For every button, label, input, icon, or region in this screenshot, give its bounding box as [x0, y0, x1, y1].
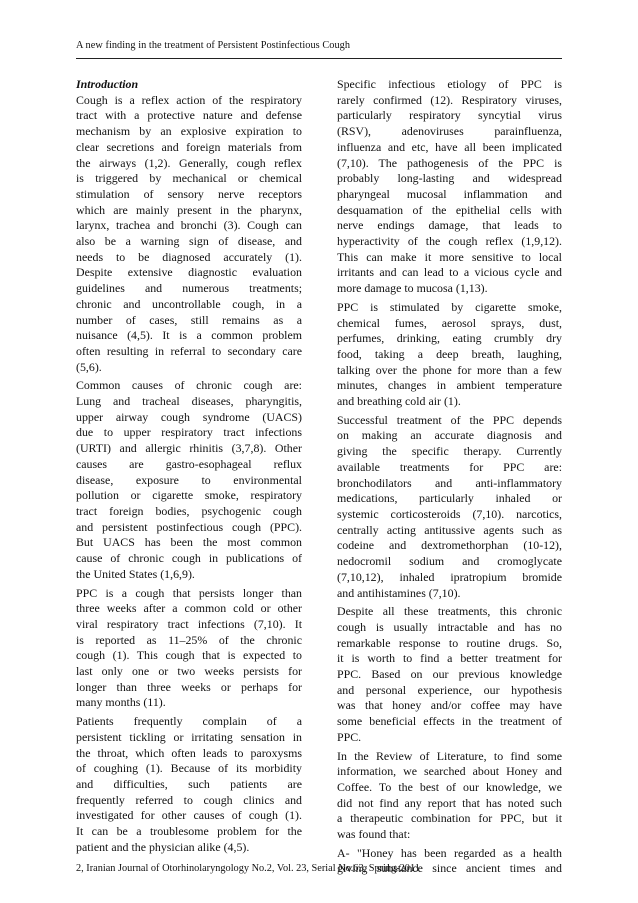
text-line: irritants and can lead to a vicious cycle and: [337, 265, 562, 280]
text-line: Coffee. To the best of our knowledge, we: [337, 779, 562, 794]
text-line: (URTI) and allergic rhinitis (3,7,8). Other: [76, 441, 302, 456]
text-line: cough (1). This cough that is expected to: [76, 648, 302, 663]
text-line: and difficulties, such patients are: [76, 776, 302, 791]
text-line: on making an accurate diagnosis and: [337, 428, 562, 443]
text-line: Common causes of chronic cough are:: [76, 378, 302, 393]
header-rule: [76, 58, 562, 59]
text-line: is reported as 11–25% of the chronic: [76, 632, 302, 647]
text-line: influenza and etc, have all been implicated: [337, 139, 562, 154]
text-line: information, we searched about Honey and: [337, 764, 562, 779]
text-line: (5,6).: [76, 359, 102, 374]
text-line: many months (11).: [76, 695, 166, 710]
text-line: bronchodilators and anti-inflammatory: [337, 475, 562, 490]
text-line: causes are gastro-esophageal reflux: [76, 456, 302, 471]
text-line: longer than three weeks or perhaps for: [76, 679, 302, 694]
text-line: is triggered by mechanical or chemical: [76, 171, 302, 186]
text-line: giving the specific therapy. Currently: [337, 444, 562, 459]
text-line: PPC.: [337, 729, 362, 744]
text-line: Lung and tracheal diseases, pharyngitis,: [76, 394, 302, 409]
text-line: due to upper respiratory tract infections: [76, 425, 302, 440]
text-line: a therapeutic combination for PPC, but it: [337, 811, 562, 826]
paragraph: [337, 77, 562, 297]
text-line: hyperactivity of the cough reflex (1,9,12).: [337, 234, 562, 249]
text-line: Despite all these treatments, this chronic: [337, 604, 562, 619]
text-line: and antihistamines (7,10).: [337, 585, 461, 600]
text-line: Cough is a reflex action of the respiratory: [76, 92, 302, 107]
text-line: Despite extensive diagnostic evaluation: [76, 265, 302, 280]
text-line: chemical fumes, aerosol sprays, dust,: [337, 315, 562, 330]
text-line: medications, particularly inhaled or: [337, 491, 562, 506]
text-line: PPC. Based on our previous knowledge: [337, 667, 562, 682]
right-column: [337, 77, 562, 880]
running-header: A new finding in the treatment of Persistent Postinfectious Cough: [76, 40, 351, 51]
text-line: viral respiratory tract infections (7,10). It: [76, 616, 302, 631]
text-line: rarely confirmed (12). Respiratory viruses,: [337, 92, 562, 107]
text-line: But UACS has been the most common: [76, 535, 302, 550]
text-line: guidelines and numerous treatments;: [76, 281, 302, 296]
text-line: centrally acting antitussive agents such as: [337, 522, 562, 537]
text-line: clear secretions and foreign materials from: [76, 139, 302, 154]
text-line: and personal experience, our hypothesis: [337, 682, 562, 697]
text-line: and breathing cold air (1).: [337, 394, 461, 409]
text-line: remarkable response to routine drugs. So,: [337, 635, 562, 650]
text-line: investigated for other causes of cough (1).: [76, 808, 302, 823]
text-line: particularly respiratory syncytial virus: [337, 108, 562, 123]
text-line: and persistent postinfectious cough (PPC).: [76, 519, 302, 534]
text-line: needs to be diagnosed accurately (1).: [76, 249, 302, 264]
paragraph: [76, 714, 302, 855]
text-line: perfumes, drinking, eating crumbly dry: [337, 331, 562, 346]
text-line: patient and the physician alike (4,5).: [76, 839, 250, 854]
text-line: In the Review of Literature, to find some: [337, 748, 562, 763]
text-line: Successful treatment of the PPC depends: [337, 412, 562, 427]
text-line: PPC is a cough that persists longer than: [76, 585, 302, 600]
paragraph: [337, 413, 562, 601]
text-line: A- "Honey has been regarded as a health: [337, 845, 562, 860]
text-line: desquamation of the epithelial cells with: [337, 202, 562, 217]
text-line: Patients frequently complain of a: [76, 714, 302, 729]
text-line: chronic and uncontrollable cough, in a: [76, 296, 302, 311]
text-line: tract with a protective nature and defense: [76, 108, 302, 123]
text-line: three weeks after a common cold or other: [76, 601, 302, 616]
text-line: food, taking a deep breath, laughing,: [337, 346, 562, 361]
text-line: which are mainly present in the pharynx,: [76, 202, 302, 217]
page-footer: 2, Iranian Journal of Otorhinolaryngology No.2, Vol. 23, Serial No.63, Spring-2011: [76, 863, 420, 874]
text-line: talking over the phone for more than a few: [337, 362, 562, 377]
text-line: This can make it more sensitive to local: [337, 249, 562, 264]
text-line: frequently referred to cough clinics and: [76, 792, 302, 807]
text-line: It can be a troublesome problem for the: [76, 824, 302, 839]
text-line: probably long-lasting and widespread: [337, 171, 562, 186]
text-line: stimulation of sensory nerve receptors: [76, 186, 302, 201]
text-line: was found that:: [337, 827, 411, 842]
text-line: number of cases, still remains as a: [76, 312, 302, 327]
text-line: the United States (1,6,9).: [76, 566, 195, 581]
text-line: (7,10). The pathogenesis of the PPC is: [337, 155, 562, 170]
left-column: [76, 77, 302, 858]
text-line: did not find any report that has noted such: [337, 795, 562, 810]
text-line: the airways (1,2). Generally, cough reflex: [76, 155, 302, 170]
text-line: codeine and dextromethorphan (10-12),: [337, 538, 562, 553]
paragraph: [337, 300, 562, 410]
text-line: more damage to mucosa (1,13).: [337, 281, 488, 296]
paragraph: [76, 586, 302, 712]
text-line: some beneficial effects in the treatment of: [337, 714, 562, 729]
text-line: pharyngeal mucosal inflammation and: [337, 186, 562, 201]
section-heading-introduction: Introduction: [76, 77, 139, 91]
paragraph: [337, 749, 562, 843]
text-line: was that honey and/or coffee may have: [337, 698, 562, 713]
text-line: PPC is stimulated by cigarette smoke,: [337, 299, 562, 314]
text-line: the throat, which often leads to paroxysms: [76, 745, 302, 760]
text-line: persistent tickling or irritating sensation in: [76, 729, 302, 744]
text-line: mechanism by an explosive expiration to: [76, 124, 302, 139]
text-line: nuisance (4,5). It is a common problem: [76, 328, 302, 343]
text-line: (7,10,12), inhaled ipratropium bromide: [337, 569, 562, 584]
text-line: larynx, trachea and bronchi (3). Cough can: [76, 218, 302, 233]
paragraph: [337, 604, 562, 745]
text-line: tract foreign bodies, psychogenic cough: [76, 503, 302, 518]
text-line: minutes, changes in ambient temperature: [337, 378, 562, 393]
text-line: upper airway cough syndrome (UACS): [76, 409, 302, 424]
text-line: also be a warning sign of disease, and: [76, 234, 302, 249]
paragraph: [76, 93, 302, 376]
text-line: of coughing (1). Because of its morbidity: [76, 761, 302, 776]
text-line: giving substance since ancient times and: [337, 861, 562, 876]
text-line: Specific infectious etiology of PPC is: [337, 77, 562, 91]
paragraph: [76, 378, 302, 582]
text-line: it is worth to find a better treatment for: [337, 651, 562, 666]
text-line: pollution or cigarette smoke, respiratory: [76, 488, 302, 503]
text-line: nedocromil sodium and cromoglycate: [337, 554, 562, 569]
text-line: often resulting in referral to secondary care: [76, 343, 302, 358]
text-line: last only one or two weeks persists for: [76, 664, 302, 679]
text-line: available treatments for PPC are:: [337, 459, 562, 474]
text-line: cough is usually intractable and has no: [337, 619, 562, 634]
text-line: cause of chronic cough in publications of: [76, 551, 302, 566]
text-line: systemic corticosteroids (7,10). narcotics,: [337, 506, 562, 521]
text-line: disease, exposure to environmental: [76, 472, 302, 487]
text-line: nerve endings damage, that leads to: [337, 218, 562, 233]
text-line: (RSV), adenoviruses parainfluenza,: [337, 124, 562, 139]
